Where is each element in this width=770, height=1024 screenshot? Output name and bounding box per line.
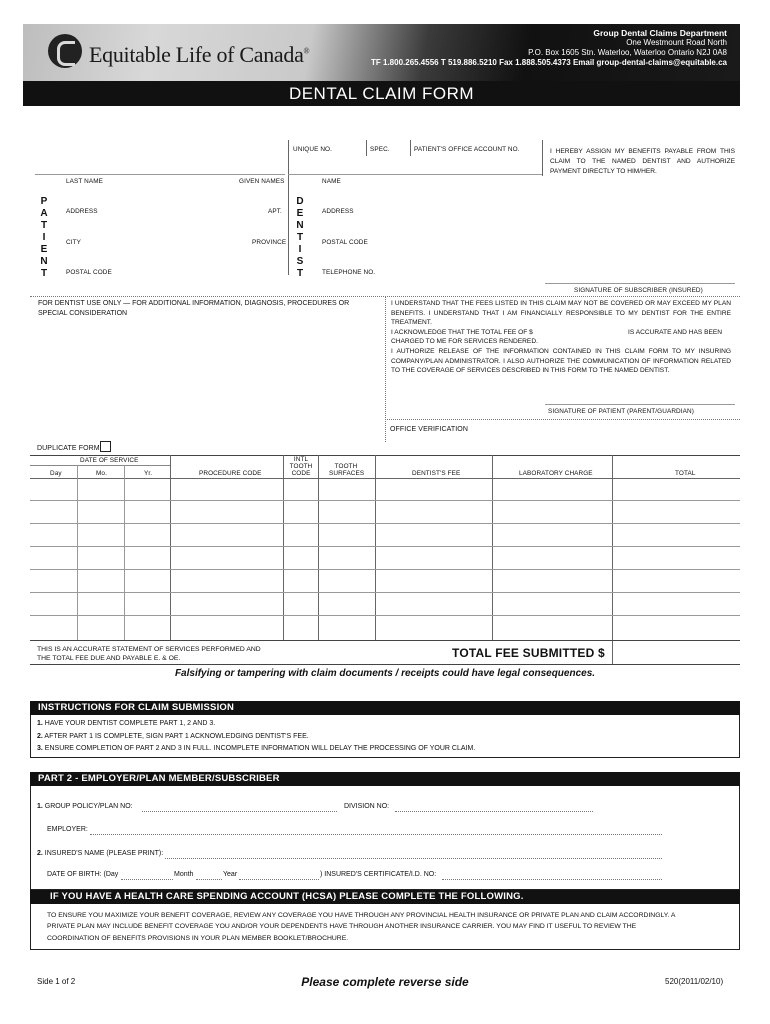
date-of-service-label: DATE OF SERVICE: [80, 457, 139, 464]
col-day: Day: [50, 470, 62, 477]
table-row[interactable]: [30, 523, 740, 524]
office-verification-label: OFFICE VERIFICATION: [390, 426, 468, 433]
table-row[interactable]: [30, 500, 740, 501]
given-names-label: GIVEN NAMES: [239, 178, 285, 185]
accurate-statement-text: THIS IS AN ACCURATE STATEMENT OF SERVICES PERFORMED AND THE TOTAL FEE DUE AND PAYABLE E. & OE.: [37, 646, 261, 663]
unique-no-label: UNIQUE NO.: [293, 146, 332, 153]
authorize-release-text: I AUTHORIZE RELEASE OF THE INFORMATION CONTAINED IN THIS CLAIM FORM TO MY INSURING COMPANY/PLAN ADMINISTRATOR. I ALSO AUTHORIZE THE COMMUNICATION OF INFORMATION RELATED TO THE COVERAGE OF SERVICES DESCRIBED IN THIS FORM TO THE NAMED DENTIST.: [391, 348, 731, 375]
divider: [283, 455, 284, 640]
divider: [170, 455, 171, 640]
divider: [375, 455, 376, 640]
duplicate-form-label: DUPLICATE FORM: [37, 445, 100, 452]
dob-month-label: Month: [174, 871, 194, 878]
assign-benefits-text: I HEREBY ASSIGN MY BENEFITS PAYABLE FROM THIS CLAIM TO THE NAMED DENTIST AND AUTHORIZE PAYMENT DIRECTLY TO HIM/HER.: [550, 148, 735, 175]
divider: [30, 465, 170, 466]
acknowledge-text: I ACKNOWLEDGE THAT THE TOTAL FEE OF $: [391, 329, 533, 336]
col-month: Mo.: [96, 470, 107, 477]
insured-name-field[interactable]: [165, 858, 662, 859]
col-procedure-code: PROCEDURE CODE: [199, 470, 262, 477]
table-row[interactable]: [30, 592, 740, 593]
apt-label: APT.: [268, 208, 282, 215]
col-laboratory-charge: LABORATORY CHARGE: [519, 470, 593, 477]
patient-address-label: ADDRESS: [66, 208, 98, 215]
employer-field[interactable]: [90, 834, 662, 835]
dob-year-field[interactable]: [239, 879, 319, 880]
equitable-logo-icon: [48, 34, 82, 68]
divider: [124, 465, 125, 640]
dob-month-field[interactable]: [196, 879, 222, 880]
instruction-item: 2. AFTER PART 1 IS COMPLETE, SIGN PART 1 ACKNOWLEDGING DENTIST'S FEE.: [37, 732, 309, 740]
divider: [366, 140, 367, 156]
spec-label: SPEC.: [370, 146, 390, 153]
divider: [30, 664, 740, 665]
dentist-use-label: FOR DENTIST USE ONLY — FOR ADDITIONAL INFORMATION, DIAGNOSIS, PROCEDURES OR SPECIAL CONSIDERATION: [38, 300, 350, 317]
dob-day-field[interactable]: [121, 879, 173, 880]
acknowledge-end-text: IS ACCURATE AND HAS BEEN: [628, 329, 723, 336]
table-row[interactable]: [30, 546, 740, 547]
divider: [542, 140, 543, 176]
employer-label: EMPLOYER:: [47, 826, 88, 833]
instructions-list: [37, 718, 475, 756]
understand-fees-text: I UNDERSTAND THAT THE FEES LISTED IN THIS CLAIM MAY NOT BE COVERED OR MAY EXCEED MY PLAN BENEFITS. I UNDERSTAND THAT I AM FINANCIALLY RESPONSIBLE TO MY DENTIST FOR THE ENTIRE TREATMENT.: [391, 300, 731, 327]
divider: [318, 455, 319, 640]
table-row[interactable]: [30, 615, 740, 616]
total-fee-submitted-label: TOTAL FEE SUBMITTED $: [452, 646, 605, 660]
subscriber-signature-label: SIGNATURE OF SUBSCRIBER (INSURED): [574, 287, 703, 294]
divider: [288, 174, 542, 175]
instruction-item: 1. HAVE YOUR DENTIST COMPLETE PART 1, 2 AND 3.: [37, 720, 216, 727]
dentist-name-label: NAME: [322, 178, 341, 185]
province-label: PROVINCE: [252, 239, 287, 246]
group-policy-label: 1. GROUP POLICY/PLAN NO:: [37, 803, 133, 810]
signature-line: [545, 283, 735, 284]
telephone-label: TELEPHONE NO.: [322, 269, 376, 276]
table-border: [30, 640, 740, 641]
divider: [288, 140, 289, 275]
last-name-label: LAST NAME: [66, 178, 104, 185]
patient-postal-label: POSTAL CODE: [66, 269, 112, 276]
certificate-label: ) INSURED'S CERTIFICATE/I.D. NO:: [320, 871, 437, 878]
table-row[interactable]: [30, 569, 740, 570]
table-header-border: [30, 478, 740, 479]
divider: [385, 419, 740, 420]
certificate-field[interactable]: [442, 879, 662, 880]
table-border: [30, 455, 740, 456]
divider: [35, 174, 285, 175]
patient-side-label: P A T I E N T: [40, 196, 48, 279]
instructions-title: INSTRUCTIONS FOR CLAIM SUBMISSION: [30, 701, 740, 715]
part2-title: PART 2 - EMPLOYER/PLAN MEMBER/SUBSCRIBER: [30, 772, 740, 786]
hcsa-title: IF YOU HAVE A HEALTH CARE SPENDING ACCOUNT (HCSA) PLEASE COMPLETE THE FOLLOWING.: [30, 890, 740, 904]
office-account-label: PATIENT'S OFFICE ACCOUNT NO.: [414, 146, 520, 153]
patient-signature-label: SIGNATURE OF PATIENT (PARENT/GUARDIAN): [548, 408, 694, 415]
divider: [612, 455, 613, 665]
form-title: DENTAL CLAIM FORM: [23, 81, 740, 106]
division-label: DIVISION NO:: [344, 803, 390, 810]
signature-line: [545, 404, 735, 405]
division-field[interactable]: [395, 811, 593, 812]
divider: [410, 140, 411, 156]
col-total: TOTAL: [675, 470, 696, 477]
divider: [492, 455, 493, 640]
header-banner: [23, 24, 740, 81]
page-indicator: Side 1 of 2: [37, 977, 76, 986]
col-tooth-surfaces: TOOTH SURFACES: [329, 463, 365, 477]
divider: [385, 296, 386, 442]
hcsa-text: TO ENSURE YOU MAXIMIZE YOUR BENEFIT COVERAGE, REVIEW ANY COVERAGE YOU HAVE THROUGH ANY PROVINCIAL HEALTH INSURANCE OR PRIVATE PLAN AND CLAIM ACCORDINGLY. A PRIVATE PLAN MAY INCLUDE BENEFIT COVERAGE YOU AND/OR YOUR DEPENDENTS HAVE THROUGH ANOTHER INSURANCE CARRIER. YOU MAY FIND IT USEFUL TO REVIEW THE COORDINATION OF BENEFITS PROVISIONS IN YOUR PLAN MEMBER BOOKLET/BROCHURE.: [47, 912, 675, 942]
department-info: Group Dental Claims Department One Westmount Road North P.O. Box 1605 Stn. Waterloo, Waterloo Ontario N2J 0A8 TF 1.800.265.4556 T 519.886.5210 Fax 1.888.505.4373 Email group-dental-claims@equitable.ca: [371, 28, 727, 67]
city-label: CITY: [66, 239, 81, 246]
insured-name-label: 2. INSURED'S NAME (PLEASE PRINT):: [37, 850, 164, 857]
instruction-item: 3. ENSURE COMPLETION OF PART 2 AND 3 IN FULL. INCOMPLETE INFORMATION WILL DELAY THE PROCESSING OF YOUR CLAIM.: [37, 745, 476, 752]
divider: [77, 465, 78, 640]
dentist-postal-label: POSTAL CODE: [322, 239, 368, 246]
dentist-side-label: D E N T I S T: [296, 196, 304, 279]
col-intl-tooth-code: INTL TOOTH CODE: [289, 456, 313, 477]
duplicate-form-checkbox[interactable]: [100, 441, 111, 452]
legal-warning: Falsifying or tampering with claim documents / receipts could have legal consequences.: [174, 668, 596, 679]
dob-label: DATE OF BIRTH: (Day: [47, 871, 119, 878]
form-code: 520(2011/02/10): [665, 977, 724, 986]
acknowledge-cont-text: CHARGED TO ME FOR SERVICES RENDERED.: [391, 338, 538, 345]
company-name: Equitable Life of Canada®: [89, 42, 310, 67]
col-dentist-fee: DENTIST'S FEE: [412, 470, 461, 477]
dob-year-label: Year: [223, 871, 238, 878]
dentist-address-label: ADDRESS: [322, 208, 354, 215]
col-year: Yr.: [144, 470, 153, 477]
group-policy-field[interactable]: [142, 811, 337, 812]
reverse-side-note: Please complete reverse side: [301, 975, 469, 989]
